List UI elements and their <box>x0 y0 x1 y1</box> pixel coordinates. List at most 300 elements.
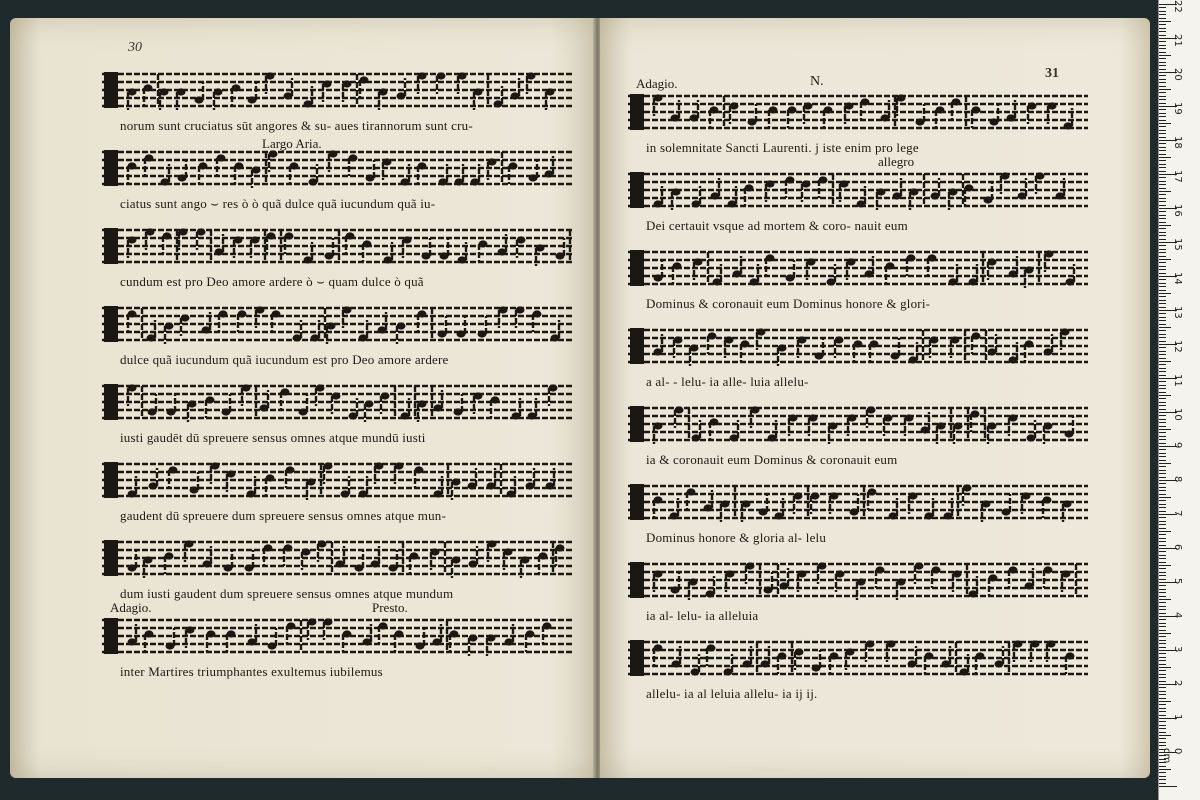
ruler-tick <box>1159 167 1166 168</box>
measurement-ruler <box>1158 0 1200 800</box>
music-system <box>102 70 572 140</box>
music-system <box>102 460 572 530</box>
ruler-tick <box>1159 347 1166 348</box>
clef-icon <box>104 384 118 420</box>
ruler-tick <box>1159 579 1166 580</box>
ruler-label: 10 <box>1172 408 1183 421</box>
ruler-label: 8 <box>1172 476 1183 483</box>
ruler-tick <box>1159 565 1171 566</box>
ruler-tick <box>1159 191 1171 192</box>
ruler-tick <box>1159 545 1166 546</box>
music-staff <box>628 404 1088 448</box>
ruler-tick <box>1159 385 1166 386</box>
ruler-tick <box>1159 667 1171 668</box>
clef-icon <box>630 328 644 364</box>
ruler-tick <box>1159 698 1166 699</box>
ruler-tick <box>1159 361 1171 362</box>
ruler-tick <box>1159 626 1166 627</box>
ruler-tick <box>1159 769 1171 770</box>
ruler-tick <box>1159 116 1166 117</box>
ruler-tick <box>1159 48 1166 49</box>
tempo-marking-secondary: Presto. <box>372 600 408 615</box>
ruler-tick <box>1159 28 1166 29</box>
ruler-tick <box>1159 681 1166 682</box>
music-staff <box>102 304 572 348</box>
lyric-line: Dominus honore & gloria al- lelu <box>646 530 827 545</box>
music-system <box>628 638 1088 708</box>
signature-mark: N. <box>810 74 824 89</box>
ruler-tick <box>1159 92 1166 93</box>
ruler-tick <box>1159 728 1166 729</box>
ruler-label: 13 <box>1172 306 1183 319</box>
ruler-tick <box>1159 674 1166 675</box>
ruler-tick <box>1159 133 1166 134</box>
music-staff <box>102 616 572 660</box>
ruler-tick <box>1159 402 1166 403</box>
ruler-tick <box>1159 708 1166 709</box>
music-system <box>628 404 1088 474</box>
ruler-tick <box>1159 18 1166 19</box>
ruler-tick <box>1159 623 1166 624</box>
ruler-tick <box>1159 779 1166 780</box>
ruler-tick <box>1159 647 1166 648</box>
music-system <box>102 226 572 296</box>
ruler-tick <box>1159 303 1166 304</box>
ruler-tick <box>1159 436 1166 437</box>
ruler-tick <box>1159 239 1166 240</box>
lyric-line: dum iusti gaudent dum spreuere sensus omnes atque mundum <box>120 586 454 601</box>
ruler-tick <box>1159 585 1166 586</box>
ruler-tick <box>1159 541 1166 542</box>
music-staff <box>102 148 572 192</box>
ruler-tick <box>1159 500 1166 501</box>
ruler-tick <box>1159 470 1166 471</box>
ruler-tick <box>1159 422 1166 423</box>
ruler-tick <box>1159 572 1166 573</box>
music-staff <box>628 560 1088 604</box>
ruler-tick <box>1159 432 1166 433</box>
tempo-marking: Adagio. <box>110 600 152 615</box>
ruler-tick <box>1159 222 1166 223</box>
ruler-tick <box>1159 613 1166 614</box>
clef-icon <box>104 540 118 576</box>
ruler-tick <box>1159 120 1166 121</box>
ruler-tick <box>1159 558 1166 559</box>
ruler-tick <box>1159 79 1166 80</box>
ruler-tick <box>1159 307 1166 308</box>
ruler-tick <box>1159 694 1166 695</box>
music-staff <box>102 226 572 270</box>
ruler-tick <box>1159 371 1166 372</box>
music-staff <box>628 248 1088 292</box>
ruler-tick <box>1159 89 1171 90</box>
music-staff <box>102 70 572 114</box>
ruler-tick <box>1159 364 1166 365</box>
music-staff <box>628 638 1088 682</box>
ruler-tick <box>1159 524 1166 525</box>
ruler-tick <box>1159 660 1166 661</box>
ruler-label: 9 <box>1172 442 1183 449</box>
right-page <box>600 18 1150 778</box>
ruler-tick <box>1159 35 1166 36</box>
ruler-tick <box>1159 453 1166 454</box>
ruler-tick <box>1159 704 1166 705</box>
ruler-tick <box>1159 776 1166 777</box>
music-system <box>628 560 1088 630</box>
ruler-tick <box>1159 11 1166 12</box>
ruler-tick <box>1159 259 1171 260</box>
ruler-tick <box>1159 483 1166 484</box>
ruler-tick <box>1159 160 1166 161</box>
ruler-tick <box>1159 555 1166 556</box>
ruler-label: 0 cm <box>1161 748 1183 764</box>
clef-icon <box>630 562 644 598</box>
ruler-tick <box>1159 225 1171 226</box>
ruler-label: 21 <box>1172 34 1183 47</box>
clef-icon <box>104 462 118 498</box>
ruler-tick <box>1159 528 1166 529</box>
ruler-tick <box>1159 65 1166 66</box>
ruler-tick <box>1159 429 1171 430</box>
ruler-tick <box>1159 99 1166 100</box>
ruler-tick <box>1159 184 1166 185</box>
ruler-tick <box>1159 443 1166 444</box>
ruler-tick <box>1159 252 1166 253</box>
ruler-tick <box>1159 286 1166 287</box>
ruler-tick <box>1159 568 1166 569</box>
ruler-tick <box>1159 313 1166 314</box>
ruler-tick <box>1159 715 1166 716</box>
ruler-tick <box>1159 232 1166 233</box>
music-system <box>102 600 572 686</box>
clef-icon <box>104 228 118 264</box>
ruler-tick <box>1159 687 1166 688</box>
music-staff <box>102 538 572 582</box>
ruler-tick <box>1159 205 1166 206</box>
ruler-tick <box>1159 103 1166 104</box>
open-book <box>10 18 1150 786</box>
ruler-label: 12 <box>1172 340 1183 353</box>
ruler-tick <box>1159 490 1166 491</box>
ruler-tick <box>1159 147 1166 148</box>
ruler-tick <box>1159 41 1166 42</box>
ruler-tick <box>1159 497 1171 498</box>
music-system <box>102 538 572 608</box>
music-system <box>102 382 572 452</box>
ruler-tick <box>1159 290 1166 291</box>
ruler-tick <box>1159 783 1166 784</box>
clef-icon <box>630 406 644 442</box>
ruler-tick <box>1159 426 1166 427</box>
ruler-tick <box>1159 602 1166 603</box>
ruler-tick <box>1159 392 1166 393</box>
lyric-line: ia al- lelu- ia alleluia <box>646 608 759 623</box>
ruler-tick <box>1159 296 1166 297</box>
ruler-tick <box>1159 126 1166 127</box>
ruler-label: 14 <box>1172 272 1183 285</box>
clef-icon <box>104 618 118 654</box>
ruler-tick <box>1159 633 1171 634</box>
ruler-tick <box>1159 477 1166 478</box>
ruler-tick <box>1159 419 1166 420</box>
clef-icon <box>630 484 644 520</box>
clef-icon <box>104 72 118 108</box>
ruler-tick <box>1159 398 1166 399</box>
ruler-tick <box>1159 786 1177 787</box>
ruler-label: 4 <box>1172 612 1183 619</box>
clef-icon <box>630 172 644 208</box>
ruler-tick <box>1159 460 1166 461</box>
ruler-tick <box>1159 262 1166 263</box>
ruler-tick <box>1159 691 1166 692</box>
ruler-tick <box>1159 269 1166 270</box>
ruler-label: 3 <box>1172 646 1183 653</box>
ruler-tick <box>1159 154 1166 155</box>
ruler-tick <box>1159 494 1166 495</box>
lyric-line: norum sunt cruciatus sūt angores & su- aues tirannorum sunt cru- <box>120 118 473 133</box>
ruler-tick <box>1159 511 1166 512</box>
music-staff <box>628 326 1088 370</box>
ruler-tick <box>1159 266 1166 267</box>
ruler-tick <box>1159 245 1166 246</box>
ruler-label: 6 <box>1172 544 1183 551</box>
lyric-line: Dominus & coronauit eum Dominus honore & glori- <box>646 296 931 311</box>
ruler-tick <box>1159 735 1171 736</box>
clef-icon <box>630 250 644 286</box>
ruler-label: 18 <box>1172 136 1183 149</box>
ruler-tick <box>1159 96 1166 97</box>
ruler-tick <box>1159 487 1166 488</box>
ruler-tick <box>1159 201 1166 202</box>
ruler-tick <box>1159 324 1166 325</box>
ruler-tick <box>1159 283 1166 284</box>
ruler-label: 7 <box>1172 510 1183 517</box>
ruler-tick <box>1159 320 1166 321</box>
ruler-tick <box>1159 113 1166 114</box>
clef-icon <box>104 150 118 186</box>
ruler-tick <box>1159 657 1166 658</box>
ruler-tick <box>1159 109 1166 110</box>
ruler-tick <box>1159 235 1166 236</box>
ruler-tick <box>1159 381 1166 382</box>
clef-icon <box>104 306 118 342</box>
ruler-tick <box>1159 463 1171 464</box>
ruler-tick <box>1159 58 1166 59</box>
ruler-tick <box>1159 330 1166 331</box>
ruler-tick <box>1159 62 1166 63</box>
ruler-tick <box>1159 630 1166 631</box>
music-staff <box>628 482 1088 526</box>
ruler-tick <box>1159 7 1166 8</box>
ruler-label: 15 <box>1172 238 1183 251</box>
ruler-label: 22 <box>1172 0 1183 13</box>
ruler-label: 20 <box>1172 68 1183 81</box>
ruler-label: 2 <box>1172 680 1183 687</box>
ruler-tick <box>1159 69 1166 70</box>
ruler-tick <box>1159 738 1166 739</box>
ruler-tick <box>1159 531 1171 532</box>
ruler-tick <box>1159 327 1171 328</box>
ruler-tick <box>1159 52 1166 53</box>
music-system <box>102 304 572 374</box>
ruler-tick <box>1159 507 1166 508</box>
ruler-tick <box>1159 395 1171 396</box>
ruler-label: 17 <box>1172 170 1183 183</box>
ruler-tick <box>1159 606 1166 607</box>
music-staff <box>628 92 1088 136</box>
ruler-tick <box>1159 55 1171 56</box>
lyric-line: inter Martires triumphantes exultemus iubilemus <box>120 664 383 679</box>
ruler-tick <box>1159 181 1166 182</box>
page-number-left: 30 <box>128 40 142 55</box>
ruler-tick <box>1159 670 1166 671</box>
ruler-label: 1 <box>1172 714 1183 721</box>
ruler-tick <box>1159 640 1166 641</box>
ruler-tick <box>1159 772 1166 773</box>
lyric-line: ia & coronauit eum Dominus & coronauit eum <box>646 452 898 467</box>
ruler-tick <box>1159 711 1166 712</box>
lyric-line: iusti gaudēt dū spreuere sensus omnes atque mundū iusti <box>120 430 426 445</box>
ruler-tick <box>1159 211 1166 212</box>
ruler-tick <box>1159 194 1166 195</box>
ruler-tick <box>1159 643 1166 644</box>
ruler-tick <box>1159 300 1166 301</box>
ruler-tick <box>1159 354 1166 355</box>
tempo-marking: Adagio. <box>636 76 678 91</box>
left-page <box>10 18 595 778</box>
ruler-tick <box>1159 31 1166 32</box>
ruler-tick <box>1159 337 1166 338</box>
ruler-tick <box>1159 677 1166 678</box>
lyric-line: gaudent dū spreuere dum spreuere sensus omnes atque mun- <box>120 508 446 523</box>
lyric-line: Dei certauit vsque ad mortem & coro- nauit eum <box>646 218 908 233</box>
ruler-tick <box>1159 596 1166 597</box>
ruler-tick <box>1159 636 1166 637</box>
ruler-tick <box>1159 368 1166 369</box>
ruler-tick <box>1159 653 1166 654</box>
ruler-tick <box>1159 256 1166 257</box>
ruler-tick <box>1159 130 1166 131</box>
ruler-tick <box>1159 137 1166 138</box>
ruler-tick <box>1159 82 1166 83</box>
ruler-tick <box>1159 279 1166 280</box>
ruler-tick <box>1159 317 1166 318</box>
ruler-tick <box>1159 334 1166 335</box>
ruler-tick <box>1159 21 1171 22</box>
lyric-line: in solemnitate Sancti Laurenti. j iste enim pro lege <box>646 140 919 155</box>
ruler-tick <box>1159 375 1166 376</box>
ruler-tick <box>1159 619 1166 620</box>
music-system <box>628 248 1088 318</box>
lyric-line: cundum est pro Deo amore ardere ò ⌣ quam dulce ò quã <box>120 274 424 289</box>
lyric-line: a al- - lelu- ia alle- luia allelu- <box>646 374 809 389</box>
ruler-tick <box>1159 123 1171 124</box>
ruler-tick <box>1159 504 1166 505</box>
ruler-label: 11 <box>1172 374 1183 387</box>
ruler-tick <box>1159 575 1166 576</box>
music-system <box>102 136 572 218</box>
ruler-tick <box>1159 143 1166 144</box>
ruler-tick <box>1159 742 1166 743</box>
ruler-tick <box>1159 732 1166 733</box>
ruler-tick <box>1159 456 1166 457</box>
ruler-tick <box>1159 341 1166 342</box>
ruler-tick <box>1159 664 1166 665</box>
ruler-tick <box>1159 75 1166 76</box>
ruler-tick <box>1159 609 1166 610</box>
ruler-tick <box>1159 405 1166 406</box>
ruler-tick <box>1159 171 1166 172</box>
ruler-tick <box>1159 415 1166 416</box>
ruler-tick <box>1159 534 1166 535</box>
ruler-tick <box>1159 273 1166 274</box>
ruler-tick <box>1159 188 1166 189</box>
ruler-tick <box>1159 177 1166 178</box>
lyric-line: dulce quã iucundum quã iucundum est pro Deo amore ardere <box>120 352 449 367</box>
ruler-label: 16 <box>1172 204 1183 217</box>
ruler-tick <box>1159 150 1166 151</box>
ruler-tick <box>1159 473 1166 474</box>
ruler-tick <box>1159 351 1166 352</box>
ruler-tick <box>1159 215 1166 216</box>
ruler-tick <box>1159 388 1166 389</box>
ruler-tick <box>1159 551 1166 552</box>
ruler-tick <box>1159 592 1166 593</box>
ruler-tick <box>1159 589 1166 590</box>
ruler-tick <box>1159 449 1166 450</box>
ruler-tick <box>1159 562 1166 563</box>
ruler-tick <box>1159 466 1166 467</box>
ruler-label: 5 <box>1172 578 1183 585</box>
music-system <box>628 154 1088 240</box>
ruler-tick <box>1159 701 1171 702</box>
ruler-tick <box>1159 86 1166 87</box>
music-staff <box>628 170 1088 214</box>
tempo-marking: Largo Aria. <box>262 136 322 151</box>
ruler-tick <box>1159 725 1166 726</box>
ruler-tick <box>1159 439 1166 440</box>
ruler-tick <box>1159 198 1166 199</box>
music-system <box>628 326 1088 396</box>
clef-icon <box>630 94 644 130</box>
ruler-tick <box>1159 228 1166 229</box>
ruler-tick <box>1159 745 1166 746</box>
ruler-label: 19 <box>1172 102 1183 115</box>
ruler-tick <box>1159 521 1166 522</box>
ruler-tick <box>1159 721 1166 722</box>
ruler-tick <box>1159 358 1166 359</box>
ruler-tick <box>1159 293 1171 294</box>
ruler-tick <box>1159 599 1171 600</box>
ruler-tick <box>1159 24 1166 25</box>
ruler-tick <box>1159 249 1166 250</box>
music-system <box>628 76 1088 162</box>
ruler-tick <box>1159 45 1166 46</box>
lyric-line: allelu- ia al leluia allelu- ia ij ij. <box>646 686 818 701</box>
ruler-tick <box>1159 218 1166 219</box>
music-staff <box>102 382 572 426</box>
page-number-right: 31 <box>1045 66 1059 81</box>
ruler-tick <box>1159 409 1166 410</box>
music-system <box>628 482 1088 552</box>
lyric-line: ciatus sunt ango ⌣ res ò ò quã dulce quã iucundum quã iu- <box>120 196 436 211</box>
clef-icon <box>630 640 644 676</box>
tempo-marking-secondary: allegro <box>878 154 915 169</box>
ruler-tick <box>1159 14 1166 15</box>
ruler-tick <box>1159 517 1166 518</box>
music-staff <box>102 460 572 504</box>
ruler-tick <box>1159 164 1166 165</box>
